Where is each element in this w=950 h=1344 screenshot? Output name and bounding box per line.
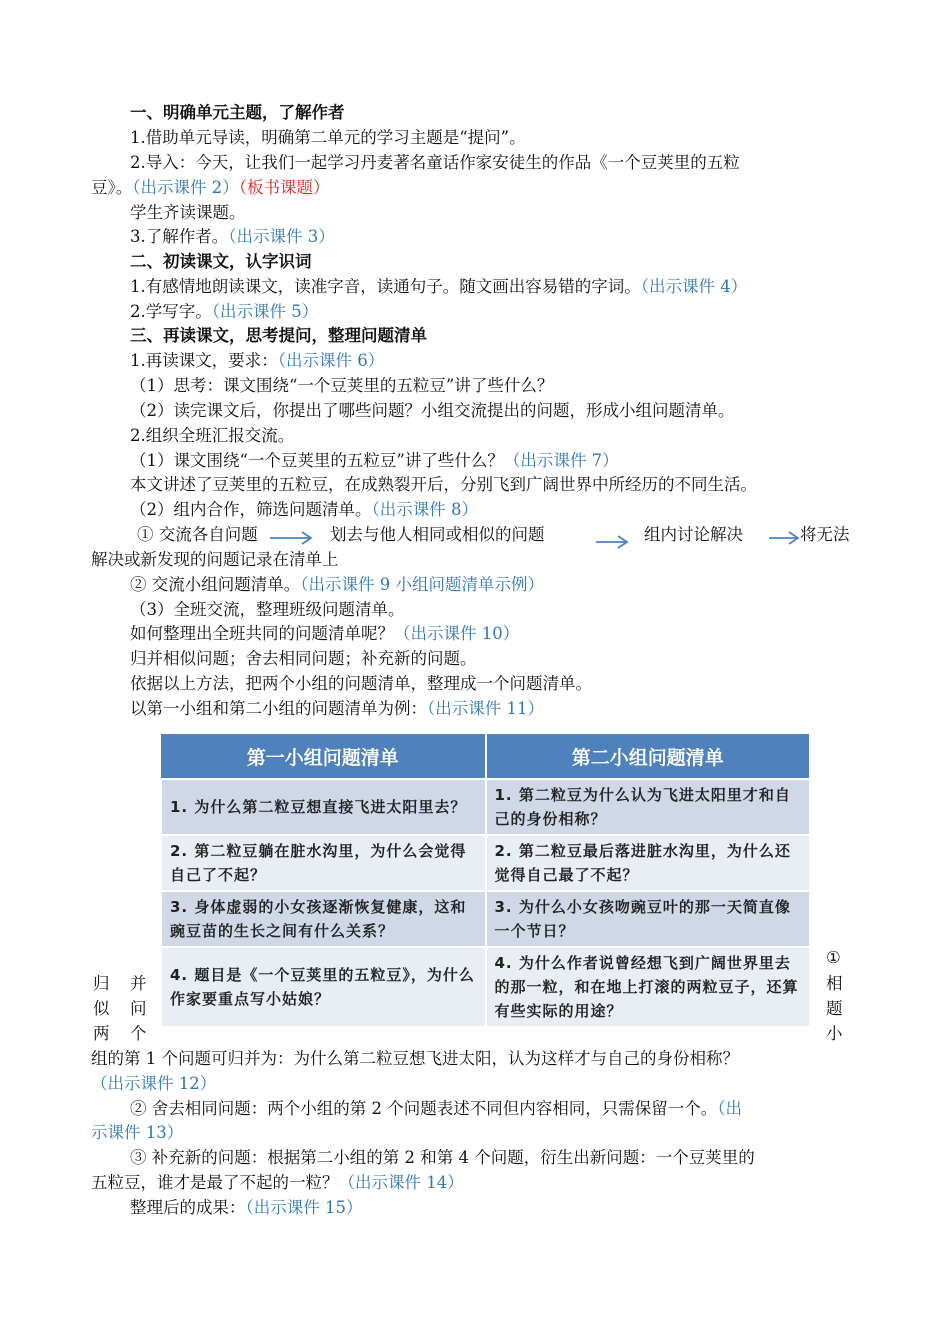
side-char: 两 (93, 1024, 110, 1043)
side-char: 并 (130, 974, 147, 993)
courseware-ref: （出示课件 2） (132, 178, 239, 197)
courseware-ref: （出示课件 6） (277, 351, 385, 370)
table-cell: 2. 第二粒豆最后落进脏水沟里，为什么还觉得自己最了不起？ (486, 835, 811, 891)
courseware-ref: （出 (717, 1099, 742, 1118)
side-char: 相 (826, 974, 843, 993)
paragraph: 2.组织全班汇报交流。 (130, 426, 295, 445)
section-heading-1: 一、明确单元主题，了解作者 (130, 103, 345, 122)
paragraph: （2）读完课文后，你提出了哪些问题？小组交流提出的问题，形成小组问题清单。 (130, 401, 735, 420)
courseware-ref: （出示课件 14） (338, 1173, 464, 1192)
side-char: ① (826, 948, 841, 967)
arrow-right-icon (268, 530, 314, 546)
courseware-ref: （出示课件 11） (427, 699, 544, 718)
arrow-right-icon (767, 530, 801, 546)
paragraph: 依据以上方法，把两个小组的问题清单，整理成一个问题清单。 (130, 674, 592, 693)
board-note: （板书课题） (238, 178, 330, 197)
section-heading-3: 三、再读课文，思考提问，整理问题清单 (130, 326, 427, 345)
table-cell: 2. 第二粒豆躺在脏水沟里，为什么会觉得自己了不起？ (161, 835, 486, 891)
paragraph: 以第一小组和第二小组的问题清单为例：（出示课件 11） (130, 699, 544, 718)
side-char: 似 (93, 999, 110, 1018)
flow-step-3: 组内讨论解决 (644, 525, 743, 544)
question-list-table (160, 734, 811, 1028)
paragraph: 如何整理出全班共同的问题清单呢？（出示课件 10） (130, 624, 520, 643)
paragraph: ② 舍去相同问题：两个小组的第 2 个问题表述不同但内容相同，只需保留一个。（出 (130, 1099, 742, 1118)
paragraph: （2）组内合作，筛选问题清单。（出示课件 8） (130, 500, 478, 519)
paragraph: （1）课文围绕“一个豆荚里的五粒豆”讲了些什么？（出示课件 7） (130, 451, 619, 470)
paragraph: （1）思考：课文围绕“一个豆荚里的五粒豆”讲了些什么？ (130, 376, 554, 395)
table-row (161, 835, 810, 891)
courseware-ref: （出示课件 15） (245, 1198, 363, 1217)
courseware-ref: （出示课件 4） (640, 277, 748, 296)
side-char: 归 (93, 974, 110, 993)
paragraph: 1.借助单元导读，明确第二单元的学习主题是“提问”。 (130, 128, 526, 147)
flow-step-1: ① 交流各自问题 (137, 525, 258, 544)
paragraph: 整理后的成果：（出示课件 15） (130, 1198, 363, 1217)
courseware-ref: （出示课件 10） (394, 624, 520, 643)
side-char: 个 (130, 1024, 147, 1043)
table-cell: 3. 为什么小女孩吻豌豆叶的那一天简直像一个节日？ (486, 891, 811, 947)
table-cell: 1. 为什么第二粒豆想直接飞进太阳里去？ (161, 779, 486, 835)
paragraph: 2.导入：今天，让我们一起学习丹麦著名童话作家安徒生的作品《一个豆荚里的五粒 (130, 153, 740, 172)
table-cell: 1. 第二粒豆为什么认为飞进太阳里才和自己的身份相称？ (486, 779, 811, 835)
side-char: 问 (130, 999, 147, 1018)
paragraph: 组的第 1 个问题可归并为：为什么第二粒豆想飞进太阳，认为这样才与自己的身份相称？ (91, 1049, 739, 1068)
paragraph: 3.了解作者。（出示课件 3） (130, 227, 335, 246)
paragraph: ③ 补充新的问题：根据第二小组的第 2 和第 4 个问题，衍生出新问题：一个豆荚里的 (130, 1148, 755, 1167)
side-char: 小 (826, 1024, 843, 1043)
paragraph: （3）全班交流，整理班级问题清单。 (130, 600, 405, 619)
paragraph: 本文讲述了豆荚里的五粒豆，在成熟裂开后，分别飞到广阔世界中所经历的不同生活。 (130, 475, 757, 494)
table-row (161, 779, 810, 835)
courseware-ref: （出示课件 12） (91, 1074, 217, 1093)
flow-step-2: 划去与他人相同或相似的问题 (330, 525, 545, 544)
section-heading-2: 二、初读课文，认字识词 (130, 252, 312, 271)
table-cell: 4. 为什么作者说曾经想飞到广阔世界里去的那一粒，和在地上打滚的两粒豆子，还算有些实际的用途？ (486, 947, 811, 1027)
table-header-group-1: 第一小组问题清单 (161, 734, 486, 779)
paragraph: 1.再读课文，要求：（出示课件 6） (130, 351, 385, 370)
flow-continuation: 解决或新发现的问题记录在清单上 (91, 550, 339, 569)
paragraph: 1.有感情地朗读课文，读准字音，读通句子。随文画出容易错的字词。（出示课件 4） (130, 277, 748, 296)
courseware-ref: （出示课件 8） (371, 500, 478, 519)
table-header-group-2: 第二小组问题清单 (486, 734, 811, 779)
table-cell: 4. 题目是《一个豆荚里的五粒豆》，为什么作家要重点写小姑娘？ (161, 947, 486, 1027)
flow-step-4: 将无法 (800, 525, 850, 544)
courseware-ref: （出示课件 9 小组问题清单示例） (300, 575, 544, 594)
table-cell: 3. 身体虚弱的小女孩逐渐恢复健康，这和豌豆苗的生长之间有什么关系？ (161, 891, 486, 947)
paragraph: 2.学写字。（出示课件 5） (130, 302, 319, 321)
side-char: 题 (826, 999, 843, 1018)
courseware-ref: （出示课件 7） (503, 451, 619, 470)
table-row (161, 891, 810, 947)
courseware-ref: （出示课件 5） (211, 302, 319, 321)
table-row (161, 947, 810, 1027)
arrow-right-icon (594, 534, 630, 550)
paragraph: 学生齐读课题。 (130, 203, 246, 222)
courseware-ref: （出示课件 3） (228, 227, 335, 246)
paragraph: 豆》。（出示课件 2）（板书课题） (91, 178, 330, 197)
paragraph: ② 交流小组问题清单。（出示课件 9 小组问题清单示例） (130, 575, 544, 594)
paragraph: 归并相似问题；舍去相同问题；补充新的问题。 (130, 649, 477, 668)
courseware-ref: 示课件 13） (91, 1123, 184, 1142)
paragraph: 五粒豆，谁才是最了不起的一粒？（出示课件 14） (91, 1173, 464, 1192)
